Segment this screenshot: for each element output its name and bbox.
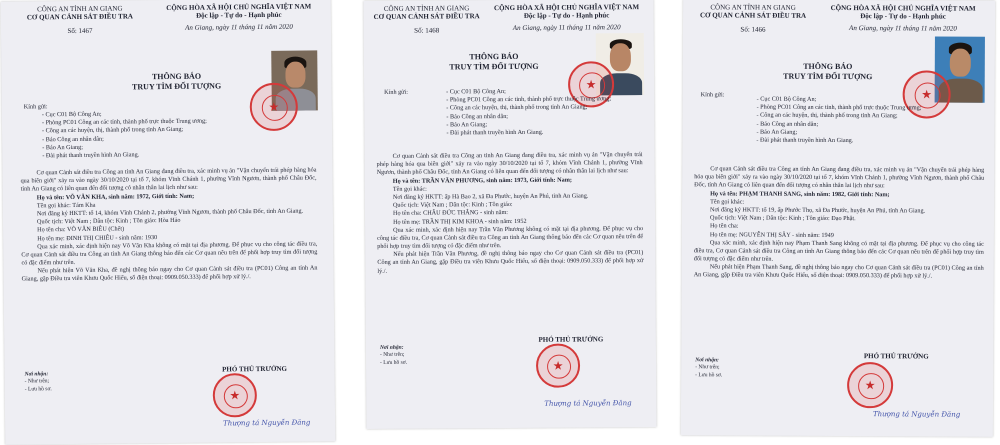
signature: Thượng tá Nguyễn Đăng bbox=[223, 418, 311, 428]
suspect-nationality: Quốc tịch: Việt Nam ; Dân tộc: Kinh ; Tôn giáo: bbox=[392, 201, 513, 209]
recipient-item: - Báo Công an nhân dân; bbox=[42, 135, 104, 143]
suspect-name: Họ và tên: VÕ VĂN KHA, sinh năm: 1972, Giới tính: Nam; bbox=[36, 192, 195, 201]
body-paragraph bbox=[694, 165, 985, 281]
agency-header bbox=[15, 4, 145, 36]
noi-nhan-block bbox=[25, 371, 105, 394]
nation-name: CỘNG HÒA XÃ HỘI CHỦ NGHĨA VIỆT NAM bbox=[166, 2, 312, 13]
title-text: THÔNG BÁO bbox=[803, 61, 853, 72]
recipient-item: - Cục C01 Bộ Công An; bbox=[41, 110, 102, 119]
noi-nhan-item: - Lưu hồ sơ. bbox=[695, 371, 723, 378]
body-paragraph bbox=[20, 166, 317, 284]
recipient-item: - Phòng PC01 Công an các tỉnh, thành phố trực thuộc Trung ương; bbox=[446, 95, 612, 104]
nation-name: CỘNG HÒA XÃ HỘI CHỦ NGHĨA VIỆT NAM bbox=[830, 3, 976, 13]
suspect-father: Họ tên cha: CHÂU ĐỨC THẮNG - sinh năm: bbox=[392, 209, 509, 218]
red-seal: ★ bbox=[903, 70, 951, 118]
noi-nhan-label: Nơi nhận: bbox=[695, 357, 719, 364]
kinh-gui: Kính gửi: bbox=[23, 103, 48, 111]
red-seal: ★ bbox=[250, 83, 299, 132]
nation-header bbox=[482, 3, 652, 32]
agency-name: CƠ QUAN CẢNH SÁT ĐIỀU TRA bbox=[373, 12, 480, 21]
recipient-item: - Đài phát thanh truyền hình An Giang. bbox=[756, 136, 854, 145]
title-text: THÔNG BÁO bbox=[151, 71, 202, 82]
kinh-gui: Kính gửi: bbox=[384, 88, 408, 96]
signer-title: PHÓ THỦ TRƯỞNG bbox=[863, 352, 929, 361]
suspect-nationality: Quốc tịch: Việt Nam ; Dân tộc: Kinh ; Tôn giáo: Đạo Phật. bbox=[709, 214, 856, 223]
subtitle-text: TRUY TÌM ĐỐI TƯỢNG bbox=[449, 61, 539, 72]
notice-document-2 bbox=[364, 0, 657, 429]
recipient-item: - Báo An Giang; bbox=[42, 143, 83, 152]
red-seal: ★ bbox=[847, 362, 893, 408]
notice-text: Qua xác minh, xác định hiện nay Phạm Thanh Sang không có mặt tại địa phương. Để phục vụ cho công tác điều tra, Cơ quan Cảnh sát điều tra Công an tỉnh An Giang thông báo đến các Cơ quan nêu trên để phối hợp truy tìm đối tượng có đặc điểm như trên. bbox=[693, 239, 984, 263]
suspect-address: Nơi đăng ký HKTT: tổ 14, khóm Vĩnh Chánh 2, phường Vĩnh Ngươn, thành phố Châu Đốc, tỉnh An Giang. bbox=[36, 207, 304, 218]
notice-document-3 bbox=[681, 0, 995, 437]
nation-name: CỘNG HÒA XÃ HỘI CHỦ NGHĨA VIỆT NAM bbox=[494, 3, 640, 13]
agency-name: CƠ QUAN CẢNH SÁT ĐIỀU TRA bbox=[26, 12, 133, 22]
noi-nhan-label: Nơi nhận: bbox=[24, 371, 49, 378]
noi-nhan-item: - Như trên; bbox=[695, 364, 720, 371]
noi-nhan-block bbox=[380, 344, 460, 366]
notice-text: Qua xác minh, xác định hiện nay Võ Văn Kha không có mặt tại địa phương. Để phục vụ cho công tác điều tra, Cơ quan Cảnh sát điều tra Công an tỉnh An Giang thông báo đến các Cơ quan nêu trên để phối hợp truy tìm đối tượng có đặc điểm như trên. bbox=[21, 240, 318, 267]
suspect-mother: Họ tên mẹ: TRẦN THỊ KIM KHOA - sinh năm: 1952 bbox=[393, 217, 527, 226]
body-paragraph bbox=[377, 151, 644, 276]
suspect-alias: Tên gọi khác: Tám Kha bbox=[36, 201, 96, 210]
document-title bbox=[753, 62, 903, 82]
suspect-address: Nơi đăng ký HKTT: ấp Hà Bao 2, xã Đa Phước, huyện An Phú, tỉnh An Giang. bbox=[392, 192, 589, 201]
recipient-item: - Báo Công an nhân dân; bbox=[446, 112, 509, 121]
noi-nhan-item: - Lưu hồ sơ. bbox=[380, 359, 408, 366]
motto: Độc lập - Tự do - Hạnh phúc bbox=[523, 11, 610, 20]
document-number: Số: 1467 bbox=[67, 26, 93, 36]
request-text: Nếu phát hiện Trần Văn Phương, đề nghị thông báo ngay cho Cơ quan Cảnh sát điều tra (PC01) Công an tỉnh An Giang, gặp Điều tra viên Khưu Quốc Hiếu, số điện thoại: 0909.050.333) để phối hợp xử lý./. bbox=[377, 249, 644, 275]
red-seal: ★ bbox=[536, 344, 580, 388]
recipient-item: - Báo An Giang; bbox=[756, 128, 798, 136]
recipient-item: - Đài phát thanh truyền hình An Giang. bbox=[446, 128, 544, 137]
recipient-list bbox=[446, 87, 636, 137]
request-text: Nếu phát hiện Phạm Thanh Sang, đề nghị thông báo ngay cho Cơ quan Cảnh sát điều tra (PC01) Công an tỉnh An Giang, gặp Điều tra viên Khưu Quốc Hiếu, số điện thoại: 0909.050.333) để phối hợp xử lý./. bbox=[693, 263, 984, 280]
noi-nhan-item: - Như trên; bbox=[24, 378, 50, 385]
recipient-item: - Đài phát thanh truyền hình An Giang. bbox=[42, 151, 140, 160]
recipient-item: - Công an các huyện, thị, thành phố trong tỉnh An Giang; bbox=[446, 103, 588, 112]
document-title bbox=[434, 52, 554, 72]
recipient-item: - Công an các huyện, thị, thành phố trong tỉnh An Giang; bbox=[42, 126, 184, 135]
agency-top: CÔNG AN TỈNH AN GIANG bbox=[710, 3, 796, 12]
notice-document-1 bbox=[1, 0, 336, 445]
suspect-alias: Tên gọi khác: bbox=[392, 185, 427, 193]
suspect-name: Họ và tên: PHẠM THANH SANG, sinh năm: 1982, Giới tính: Nam; bbox=[710, 189, 890, 198]
suspect-father: Họ tên cha: VÕ VĂN BIÊU (Chết) bbox=[37, 225, 125, 234]
agency-top: CÔNG AN TỈNH AN GIANG bbox=[37, 4, 123, 14]
body-text: Cơ quan Cảnh sát điều tra Công an tỉnh An Giang đang điều tra, xác minh vụ án "Vận chuyển trái phép hàng hóa qua biên giới" xảy ra vào ngày 30/10/2020 tại tổ 7, khóm Vĩnh Chánh 1, phường Vĩnh Ngươn, thành phố Châu Đốc, tỉnh An Giang có liên quan đến đối tượng có nhân thân lai lịch như sau: bbox=[694, 165, 985, 190]
document-number: Số: 1466 bbox=[740, 25, 766, 34]
suspect-address: Nơi đăng ký HKTT: tổ 19, ấp Phước Thọ, xã Đa Phước, huyện An Phú, tỉnh An Giang. bbox=[710, 206, 926, 215]
motto: Độc lập - Tự do - Hạnh phúc bbox=[860, 12, 946, 21]
suspect-mother: Họ tên mẹ: ĐINH THỊ CHIÊU - sinh năm: 1930 bbox=[37, 233, 158, 242]
recipient-item: - Cục C01 Bộ Công An; bbox=[756, 95, 817, 103]
body-text: Cơ quan Cảnh sát điều tra Công an tỉnh An Giang đang điều tra, xác minh vụ án "Vận chuyển trái phép hàng hóa qua biên giới" xảy ra vào ngày 30/10/2020 tại tổ 7, khóm Vĩnh Chánh 1, phường Vĩnh Ngươn, thành phố Châu Đốc, tỉnh An Giang có liên quan đến đối tượng có nhân thân lai lịch như sau: bbox=[376, 151, 643, 177]
signature: Thượng tá Nguyễn Đăng bbox=[872, 410, 961, 419]
recipient-item: - Công an các huyện, thị, thành phố trong tỉnh An Giang; bbox=[756, 111, 898, 120]
noi-nhan-label: Nơi nhận: bbox=[379, 344, 404, 351]
agency-name: CƠ QUAN CẢNH SÁT ĐIỀU TRA bbox=[699, 11, 807, 20]
noi-nhan-item: - Lưu hồ sơ. bbox=[24, 385, 52, 393]
red-seal: ★ bbox=[213, 373, 257, 417]
suspect-mother: Họ tên mẹ: NGUYỄN THỊ SÂY - sinh năm: 1949 bbox=[709, 230, 834, 239]
recipient-list bbox=[42, 108, 312, 160]
motto: Độc lập - Tự do - Hạnh phúc bbox=[196, 10, 282, 20]
agency-top: CÔNG AN TỈNH AN GIANG bbox=[383, 4, 470, 13]
recipient-item: - Báo An Giang; bbox=[446, 120, 488, 129]
document-title bbox=[111, 71, 241, 92]
agency-header bbox=[372, 4, 482, 35]
recipient-item: - Cục C01 Bộ Công An; bbox=[446, 88, 506, 96]
recipient-item: - Phòng PC01 Công an các tỉnh, thành phố trực thuộc Trung ương; bbox=[756, 103, 922, 112]
signer-title: PHÓ THỦ TRƯỞNG bbox=[538, 335, 604, 344]
subtitle-text: TRUY TÌM ĐỐI TƯỢNG bbox=[131, 81, 222, 91]
subtitle-text: TRUY TÌM ĐỐI TƯỢNG bbox=[783, 71, 873, 81]
suspect-nationality: Quốc tịch: Việt Nam ; Dân tộc: Kinh ; Tôn giáo: Hòa Hảo bbox=[36, 216, 181, 226]
kinh-gui: Kính gửi: bbox=[700, 91, 725, 99]
red-seal: ★ bbox=[568, 61, 614, 107]
document-date: An Giang, ngày 11 tháng 11 năm 2020 bbox=[512, 23, 621, 33]
suspect-alias: Tên gọi khác: bbox=[710, 198, 745, 206]
noi-nhan-block bbox=[695, 357, 775, 379]
recipient-item: - Phòng PC01 Công an các tỉnh, thành phố trực thuộc Trung ương; bbox=[41, 117, 207, 127]
nation-header bbox=[813, 4, 993, 33]
document-number: Số: 1468 bbox=[414, 26, 440, 35]
noi-nhan-item: - Như trên; bbox=[379, 351, 405, 359]
agency-header bbox=[693, 3, 813, 34]
recipient-list bbox=[756, 96, 956, 146]
document-date: An Giang, ngày 11 tháng 11 năm 2020 bbox=[185, 22, 293, 32]
body-text: Cơ quan Cảnh sát điều tra Công an tỉnh An Giang đang điều tra, xác minh vụ án "Vận chuyển trái phép hàng hóa qua biên giới" xảy ra vào ngày 30/10/2020 tại tổ 7, khóm Vĩnh Chánh 1, phường Vĩnh Ngươn, thành phố Châu Đốc, tỉnh An Giang có liên quan đến đối tượng có nhân thân lai lịch như sau: bbox=[20, 166, 317, 193]
signer-title: PHÓ THỦ TRƯỞNG bbox=[222, 364, 287, 374]
recipient-item: - Báo Công an nhân dân; bbox=[756, 120, 819, 128]
suspect-name: Họ và tên: TRẦN VĂN PHƯƠNG, sinh năm: 1973, Giới tính: Nam; bbox=[392, 176, 572, 185]
notice-text: Qua xác minh, xác định hiện nay Trần Văn Phương không có mặt tại địa phương. Để phục vụ cho công tác điều tra, Cơ quan Cảnh sát điều tra Công an tỉnh An Giang thông báo đến các Cơ quan nêu trên để phối hợp truy tìm đối tượng có đặc điểm như trên. bbox=[377, 224, 644, 250]
title-text: THÔNG BÁO bbox=[469, 51, 519, 62]
signature: Thượng tá Nguyễn Đăng bbox=[544, 399, 632, 408]
document-date: An Giang, ngày 11 tháng 11 năm 2020 bbox=[849, 24, 957, 33]
suspect-father: Họ tên cha: bbox=[709, 222, 739, 230]
request-text: Nếu phát hiện Võ Văn Kha, đề nghị thông báo ngay cho Cơ quan Cảnh sát điều tra (PC01) Công an tỉnh An Giang, gặp Điều tra viên Khưu Quốc Hiếu, số điện thoại: 0909.050.333) để phối hợp xử lý./. bbox=[21, 264, 318, 283]
nation-header bbox=[149, 2, 329, 32]
